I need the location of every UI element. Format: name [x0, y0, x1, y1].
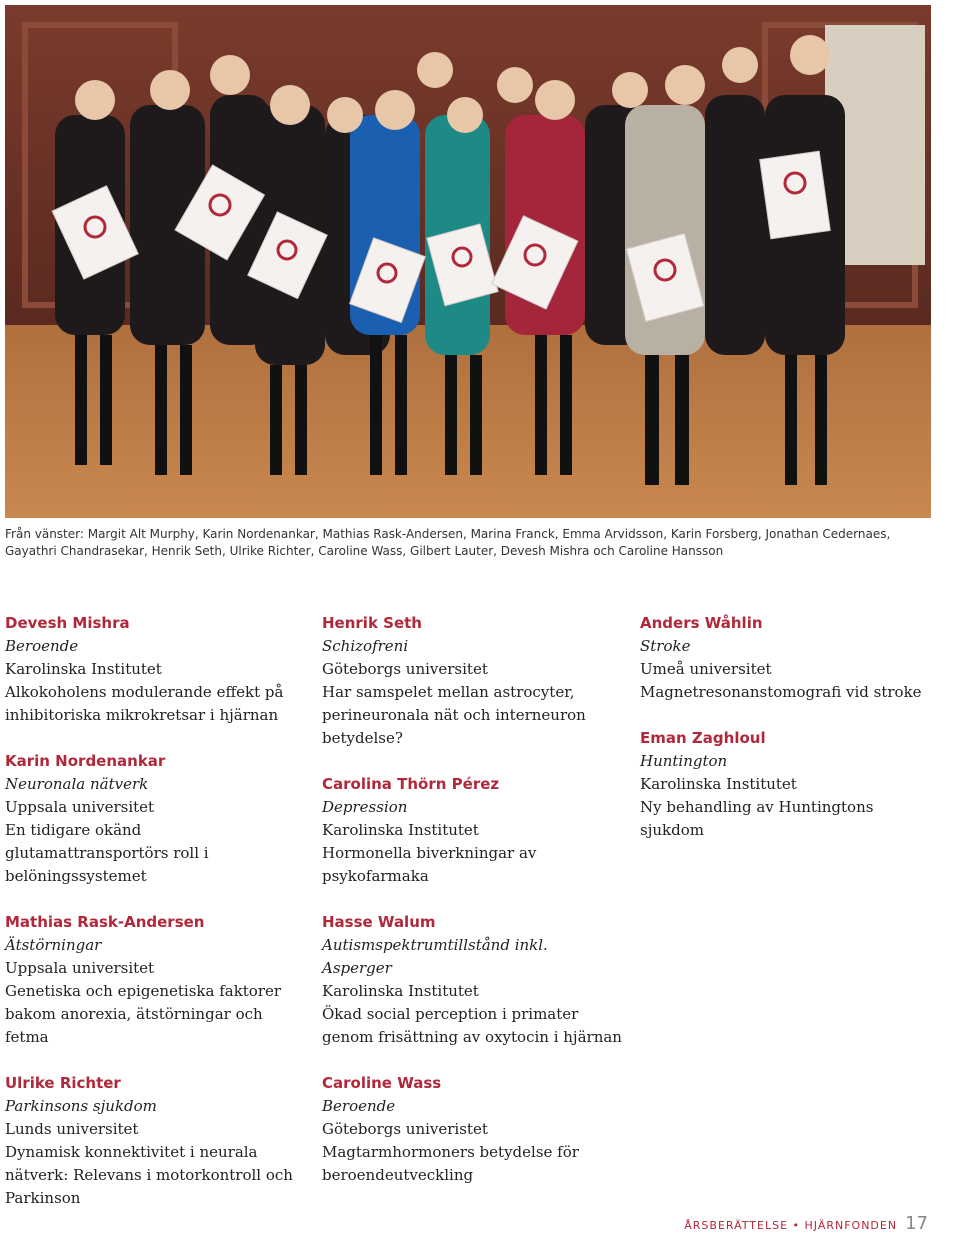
- entry: [322, 1072, 622, 1187]
- entry-name: Hasse Walum: [322, 913, 436, 931]
- column-1: [5, 612, 305, 1233]
- entry-institution: Karolinska Institutet: [640, 775, 797, 793]
- entry-institution: Karolinska Institutet: [5, 660, 162, 678]
- entry-institution: Karolinska Institutet: [322, 982, 479, 1000]
- entry-institution: Karolinska Institutet: [322, 821, 479, 839]
- entry-field: Beroende: [322, 1097, 396, 1115]
- entry: [322, 911, 622, 1049]
- entry-name: Karin Nordenankar: [5, 752, 166, 770]
- entry-name: Devesh Mishra: [5, 614, 130, 632]
- entry-name: Mathias Rask-Andersen: [5, 913, 205, 931]
- entry-field: Depression: [322, 798, 408, 816]
- entry: [322, 773, 622, 888]
- page-number: 17: [905, 1213, 928, 1234]
- entry-institution: Göteborgs univeristet: [322, 1120, 488, 1138]
- entry-name: Anders Wåhlin: [640, 614, 763, 632]
- entry-institution: Lunds universitet: [5, 1120, 139, 1138]
- entry-name: Henrik Seth: [322, 614, 422, 632]
- entry: [640, 612, 940, 704]
- entry-institution: Umeå universitet: [640, 660, 772, 678]
- group-photo: [5, 5, 931, 518]
- group-photo-illustration: [5, 5, 931, 518]
- entry-field: Beroende: [5, 637, 79, 655]
- entry-institution: Uppsala universitet: [5, 798, 155, 816]
- entry-title: Ökad social perception i primater genom frisättning av oxytocin i hjärnan: [322, 1005, 622, 1046]
- entry-title: Ny behandling av Huntingtons sjukdom: [640, 798, 874, 839]
- entry-field: Ätstörningar: [5, 936, 102, 954]
- entry-institution: Göteborgs universitet: [322, 660, 488, 678]
- entry-name: Eman Zaghloul: [640, 729, 766, 747]
- entry-title: En tidigare okänd glutamattransportörs roll i belöningssystemet: [5, 821, 209, 885]
- column-2: [322, 612, 622, 1210]
- entry: [5, 612, 305, 727]
- entry-title: Alkokoholens modulerande effekt på inhibitoriska mikrokretsar i hjärnan: [5, 683, 284, 724]
- entry-field: Autismspektrumtillstånd inkl. Asperger: [322, 936, 548, 977]
- column-3: [640, 612, 940, 865]
- entry: [5, 750, 305, 888]
- footer-brand: ÅRSBERÄTTELSE • HJÄRNFONDEN: [684, 1219, 898, 1232]
- entry-field: Parkinsons sjukdom: [5, 1097, 157, 1115]
- entry-field: Neuronala nätverk: [5, 775, 149, 793]
- entry: [322, 612, 622, 750]
- entry-title: Dynamisk konnektivitet i neurala nätverk: Relevans i motorkontroll och Parkinson: [5, 1143, 293, 1207]
- page-footer: [684, 1213, 928, 1234]
- entry: [640, 727, 940, 842]
- photo-caption: Från vänster: Margit Alt Murphy, Karin Nordenankar, Mathias Rask-Andersen, Marina Franck, Emma Arvidsson, Karin Forsberg, Jonathan Cedernaes, Gayathri Chandrasekar, Henrik Seth, Ulrike Richter, Caroline Wass, Gilbert Lauter, Devesh Mishra och Caroline Hansson: [5, 527, 891, 558]
- entry-name: Caroline Wass: [322, 1074, 442, 1092]
- entry-title: Genetiska och epigenetiska faktorer bakom anorexia, ätstörningar och fetma: [5, 982, 282, 1046]
- entry-title: Magnetresonanstomografi vid stroke: [640, 683, 922, 701]
- entry-name: Ulrike Richter: [5, 1074, 121, 1092]
- entry-institution: Uppsala universitet: [5, 959, 155, 977]
- entry-field: Stroke: [640, 637, 691, 655]
- entry: [5, 911, 305, 1049]
- entry-field: Schizofreni: [322, 637, 409, 655]
- entry-field: Huntington: [640, 752, 728, 770]
- entry-name: Carolina Thörn Pérez: [322, 775, 500, 793]
- entry-title: Magtarmhormoners betydelse för beroendeutveckling: [322, 1143, 579, 1184]
- entry-title: Hormonella biverkningar av psykofarmaka: [322, 844, 537, 885]
- entry-title: Har samspelet mellan astrocyter, perineuronala nät och interneuron betydelse?: [322, 683, 586, 747]
- entry: [5, 1072, 305, 1210]
